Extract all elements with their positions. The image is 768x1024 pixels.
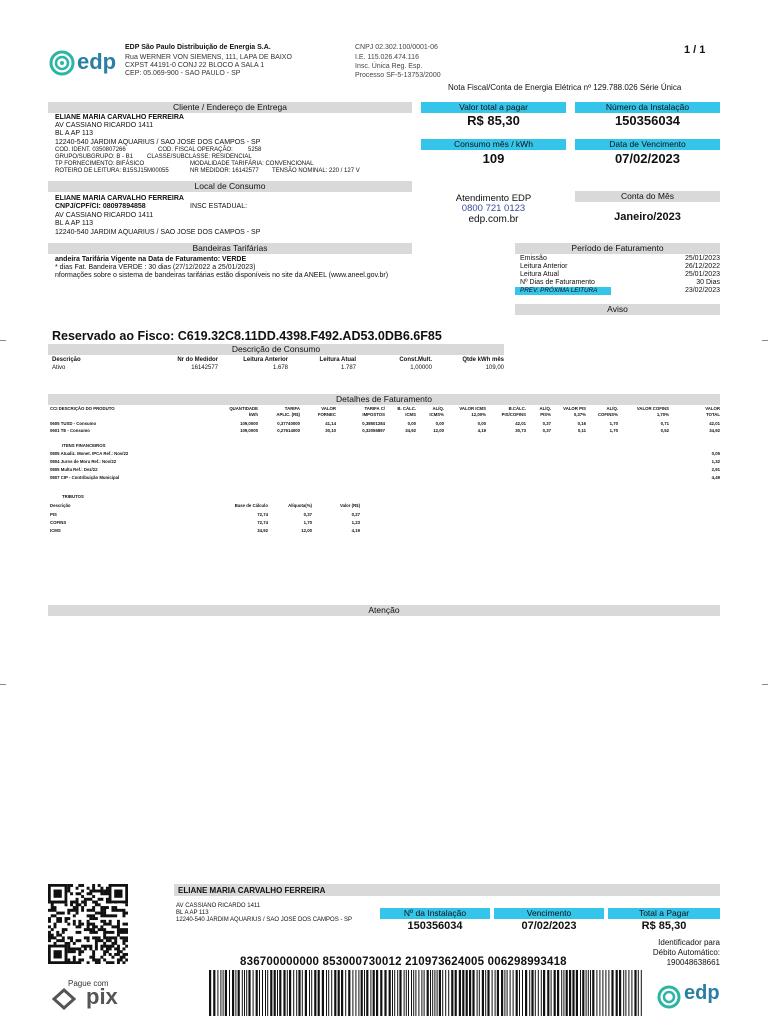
detalhes-cell: 0,16 bbox=[577, 421, 586, 426]
tributo-col: Descrição bbox=[50, 503, 71, 508]
detalhes-col-header: ALÍQ. bbox=[606, 406, 618, 411]
bandeiras-line2: * dias Fat. Bandeira VERDE : 30 dias (27/12/2022 a 25/01/2023) bbox=[55, 264, 256, 271]
cliente-nr-medidor: NR MEDIDOR: 16142577 bbox=[190, 168, 259, 174]
local-line2: BL A AP 113 bbox=[55, 220, 94, 227]
cliente-line2: BL A AP 113 bbox=[55, 130, 94, 137]
local-insc: INSC ESTADUAL: bbox=[190, 203, 248, 210]
periodo-value: 23/02/2023 bbox=[684, 287, 720, 294]
pague-com: Pague com bbox=[68, 979, 109, 988]
periodo-label: Nº Dias de Faturamento bbox=[520, 279, 595, 286]
detalhes-cell: 12,00 bbox=[433, 428, 444, 433]
cliente-line3: 12240-540 JARDIM AQUARIUS / SAO JOSE DOS CAMPOS - SP bbox=[55, 139, 261, 146]
item-financeiro-label: 0804 Juros de Mora Ref.: Nov/22 bbox=[50, 459, 117, 464]
detalhes-col-header: ALÍQ. bbox=[539, 406, 551, 411]
cliente-header: Cliente / Endereço de Entrega bbox=[48, 102, 412, 113]
detalhes-cell: 0605 TUSD - Consumo bbox=[50, 421, 97, 426]
footer-ident3: 190048638661 bbox=[666, 958, 720, 967]
detalhes-cell: 0,38501284 bbox=[362, 421, 385, 426]
detalhes-col-header: IMPOSTOS bbox=[362, 412, 385, 417]
tributo-cell: ICMS bbox=[50, 528, 61, 533]
company-processo: Processo SF-5-13753/2000 bbox=[355, 72, 441, 79]
item-financeiro-label: 0805 Multa Ref.: Dez/22 bbox=[50, 467, 98, 472]
cliente-line1: AV CASSIANO RICARDO 1411 bbox=[55, 122, 154, 129]
tributo-cell: 72,74 bbox=[257, 512, 268, 517]
edp-logo-footer bbox=[656, 984, 726, 1012]
periodo-label: Emissão bbox=[520, 255, 547, 262]
pix-logo bbox=[52, 984, 132, 1012]
local-line3: 12240-540 JARDIM AQUARIUS / SAO JOSE DOS CAMPOS - SP bbox=[55, 229, 261, 236]
detalhes-cell: 109,0000 bbox=[240, 421, 258, 426]
periodo-label: Leitura Atual bbox=[520, 271, 559, 278]
detalhes-col-header: VALOR COFINS bbox=[636, 406, 669, 411]
cliente-tp-fornec: TP FORNECIMENTO: BIFÁSICO bbox=[55, 161, 145, 167]
detalhes-col-header: TARIFA bbox=[284, 406, 300, 411]
detalhes-col-header: 0,37% bbox=[573, 412, 586, 417]
item-financeiro-label: 0805 Atualiz. Monet. IPCA Ref.: Nov/22 bbox=[50, 451, 129, 456]
item-financeiro-value: 2,91 bbox=[711, 467, 720, 472]
desc-consumo-cell: 16142577 bbox=[191, 365, 218, 371]
instalacao-label: Número da Instalação bbox=[575, 102, 720, 113]
detalhes-col-header: VALOR bbox=[705, 406, 720, 411]
tributos-table bbox=[48, 503, 368, 535]
barcode-digits: 836700000000 853000730012 210973624005 006298993418 bbox=[240, 956, 567, 968]
detalhes-cell: 0,37740000 bbox=[277, 421, 300, 426]
tributos-header: TRIBUTOS bbox=[62, 494, 84, 499]
company-name: EDP São Paulo Distribuição de Energia S.A. bbox=[125, 44, 271, 51]
cliente-grupo: GRUPO/SUBGRUPO: B - B1 bbox=[55, 154, 134, 160]
detalhes-cell: 1,70 bbox=[609, 421, 618, 426]
detalhes-cell: 30,73 bbox=[515, 428, 526, 433]
detalhes-cell: 34,92 bbox=[709, 428, 720, 433]
company-insc: Insc. Única Reg. Esp. bbox=[355, 63, 423, 70]
detalhes-cell: 42,01 bbox=[709, 421, 720, 426]
cut-mark bbox=[0, 684, 6, 685]
footer-line1: AV CASSIANO RICARDO 1411 bbox=[176, 903, 261, 909]
detalhes-cell: 0,52 bbox=[660, 428, 669, 433]
conta-mes-value: Janeiro/2023 bbox=[614, 211, 681, 223]
desc-consumo-col: Descrição bbox=[52, 357, 81, 363]
footer-inst-label: Nº da Instalação bbox=[380, 908, 490, 919]
periodo-header: Período de Faturamento bbox=[515, 243, 720, 254]
atendimento-site[interactable]: edp.com.br bbox=[468, 214, 519, 225]
aviso-header: Aviso bbox=[515, 304, 720, 315]
periodo-label: Leitura Anterior bbox=[520, 263, 568, 270]
detalhes-cell: 0,27614000 bbox=[277, 428, 300, 433]
fisco-code: Reservado ao Fisco: C619.32C8.11DD.4398.F492.AD53.0DB6.6F85 bbox=[52, 329, 442, 343]
logo-text: edp bbox=[77, 49, 117, 74]
detalhes-col-header: kWh bbox=[248, 412, 258, 417]
footer-name: ELIANE MARIA CARVALHO FERREIRA bbox=[178, 886, 326, 895]
company-addr1: Rua WERNER VON SIEMENS, 111, LAPA DE BAIXO bbox=[125, 54, 292, 61]
detalhes-cell: 0,00 bbox=[407, 421, 416, 426]
desc-consumo-cell: 1,00000 bbox=[410, 365, 432, 371]
cliente-modalidade: MODALIDADE TARIFÁRIA: CONVENCIONAL bbox=[190, 161, 314, 167]
detalhes-cell: 109,0000 bbox=[240, 428, 258, 433]
company-ie: I.E. 115.026.474.116 bbox=[355, 54, 419, 61]
periodo-value: 25/01/2023 bbox=[684, 271, 720, 278]
detalhes-cell: 0,32056897 bbox=[362, 428, 385, 433]
cliente-cod-fiscal-value: 5258 bbox=[248, 147, 262, 153]
tributo-cell: COFINS bbox=[50, 520, 67, 525]
footer-inst-value: 150356034 bbox=[407, 920, 463, 932]
detalhes-cell: 0,71 bbox=[660, 421, 669, 426]
cliente-roteiro: ROTEIRO DE LEITURA: B15SJ15M00055 bbox=[55, 168, 169, 174]
cliente-cod-fiscal: COD. FISCAL OPERAÇÃO: bbox=[158, 147, 233, 153]
item-financeiro-value: 0,05 bbox=[711, 451, 720, 456]
tributo-cell: 4,19 bbox=[351, 528, 360, 533]
detalhes-col-header: VALOR bbox=[321, 406, 336, 411]
detalhes-header: Detalhes de Faturamento bbox=[48, 394, 720, 405]
cliente-name: ELIANE MARIA CARVALHO FERREIRA bbox=[55, 114, 184, 121]
detalhes-col-header: ICMS bbox=[405, 412, 416, 417]
itens-header: ITENS FINANCEIROS bbox=[62, 443, 106, 448]
consumo-value: 109 bbox=[482, 151, 505, 166]
desc-consumo-table bbox=[48, 356, 508, 376]
detalhes-col-header: FORNEC bbox=[317, 412, 336, 417]
tributo-col: Valor (R$) bbox=[339, 503, 360, 508]
footer-venc-value: 07/02/2023 bbox=[521, 920, 577, 932]
tributo-cell: 1,23 bbox=[351, 520, 360, 525]
footer-total-label: Total a Pagar bbox=[608, 908, 720, 919]
detalhes-cell: 1,70 bbox=[609, 428, 618, 433]
detalhes-cell: 0,37 bbox=[542, 421, 551, 426]
barcode bbox=[209, 970, 644, 1016]
detalhes-cell: 0,11 bbox=[577, 428, 586, 433]
detalhes-cell: 0,00 bbox=[477, 421, 486, 426]
local-name: ELIANE MARIA CARVALHO FERREIRA bbox=[55, 195, 184, 202]
detalhes-col-header: PIS/COFINS bbox=[501, 412, 526, 417]
desc-consumo-col: Const.Mult. bbox=[399, 357, 432, 363]
detalhes-col-header: APLIC. (R$) bbox=[276, 412, 300, 417]
local-line1: AV CASSIANO RICARDO 1411 bbox=[55, 212, 154, 219]
detalhes-cell: 4,19 bbox=[477, 428, 486, 433]
tributo-cell: 1,70 bbox=[303, 520, 312, 525]
desc-consumo-col: Leitura Anterior bbox=[243, 357, 288, 363]
cut-mark bbox=[762, 684, 768, 685]
cut-mark bbox=[0, 340, 6, 341]
instalacao-value: 150356034 bbox=[614, 113, 681, 128]
detalhes-col-header: CCI DESCRIÇÃO DO PRODUTO bbox=[50, 406, 115, 411]
detalhes-col-header: B.CÁLC. bbox=[508, 406, 526, 411]
detalhes-cell: 0,37 bbox=[542, 428, 551, 433]
local-cnpj: CNPJ/CPF/CI: 08097894858 bbox=[55, 203, 146, 210]
periodo-value: 30 Dias bbox=[696, 279, 720, 286]
item-financeiro-label: 0807 CIP - Contribuição Municipal bbox=[50, 475, 120, 480]
periodo-label: PREV. PRÓXIMA LEITURA bbox=[520, 287, 598, 294]
footer-line3: 12240-540 JARDIM AQUARIUS / SAO JOSE DOS CAMPOS - SP bbox=[176, 917, 353, 923]
tributo-col: Base de Cálculo bbox=[234, 503, 268, 508]
logo-text-footer: edp bbox=[684, 982, 720, 1004]
cliente-classe: CLASSE/SUBCLASSE: RESIDENCIAL bbox=[147, 154, 252, 160]
detalhes-col-header: ICMS% bbox=[429, 412, 444, 417]
qr-code[interactable] bbox=[48, 884, 128, 964]
footer-ident1: Identificador para bbox=[658, 938, 720, 947]
desc-consumo-header: Descrição de Consumo bbox=[48, 344, 504, 355]
company-addr3: CEP: 05.069-900 - SAO PAULO - SP bbox=[125, 70, 241, 77]
consumo-label: Consumo mês / kWh bbox=[421, 139, 566, 150]
detalhes-cell: 0,00 bbox=[435, 421, 444, 426]
vencimento-label: Data de Vencimento bbox=[575, 139, 720, 150]
atendimento-phone[interactable]: 0800 721 0123 bbox=[461, 203, 526, 214]
detalhes-cell: 34,92 bbox=[405, 428, 416, 433]
tributo-cell: 12,00 bbox=[301, 528, 312, 533]
bandeiras-header: Bandeiras Tarifárias bbox=[48, 243, 412, 254]
valor-total-label: Valor total a pagar bbox=[421, 102, 566, 113]
detalhes-col-header: 12,00% bbox=[471, 412, 486, 417]
periodo-value: 26/12/2022 bbox=[684, 263, 720, 270]
tributo-cell: PIS bbox=[50, 512, 57, 517]
detalhes-col-header: COFINS% bbox=[597, 412, 618, 417]
periodo-value: 25/01/2023 bbox=[684, 255, 720, 262]
detalhes-table bbox=[48, 406, 720, 436]
footer-venc-label: Vencimento bbox=[494, 908, 604, 919]
detalhes-col-header: TOTAL bbox=[706, 412, 720, 417]
tributo-cell: 34,92 bbox=[257, 528, 268, 533]
item-financeiro-value: 4,49 bbox=[711, 475, 720, 480]
nota-title: Nota Fiscal/Conta de Energia Elétrica nº 129.788.026 Série Única bbox=[448, 83, 682, 92]
desc-consumo-cell: 109,00 bbox=[485, 365, 504, 371]
detalhes-col-header: PIS% bbox=[540, 412, 551, 417]
itens-financeiros bbox=[48, 451, 720, 483]
detalhes-col-header: 1,70% bbox=[656, 412, 669, 417]
desc-consumo-cell: Ativo bbox=[52, 365, 66, 371]
page-number: 1 / 1 bbox=[684, 44, 706, 56]
conta-mes-label: Conta do Mês bbox=[575, 191, 720, 202]
footer-total-value: R$ 85,30 bbox=[641, 920, 687, 932]
desc-consumo-cell: 1.787 bbox=[340, 365, 356, 371]
detalhes-cell: 30,10 bbox=[325, 428, 336, 433]
pix-text: pix bbox=[86, 984, 118, 1009]
bandeiras-line1: andeira Tarifária Vigente na Data de Faturamento: VERDE bbox=[55, 256, 247, 263]
tributo-col: Alíquota(%) bbox=[288, 503, 312, 508]
vencimento-value: 07/02/2023 bbox=[614, 151, 681, 166]
desc-consumo-cell: 1.678 bbox=[272, 365, 288, 371]
footer-ident2: Débito Automático: bbox=[652, 948, 720, 957]
tributo-cell: 0,27 bbox=[351, 512, 360, 517]
cut-mark bbox=[762, 340, 768, 341]
detalhes-col-header: VALOR ICMS bbox=[459, 406, 486, 411]
company-addr2: CXPST 44191-0 CONJ 22 BLOCO A SALA 1 bbox=[125, 62, 265, 69]
desc-consumo-col: Leitura Atual bbox=[319, 357, 356, 363]
atendimento-title: Atendimento EDP bbox=[455, 193, 532, 204]
detalhes-cell: 41,14 bbox=[325, 421, 336, 426]
bandeiras-line3: nformações sobre o sistema de bandeiras tarifárias estão disponíveis no site da ANEEL (www.aneel.gov.br) bbox=[55, 272, 389, 279]
footer-line2: BL A AP 113 bbox=[176, 910, 209, 916]
detalhes-col-header: TARIFA C/ bbox=[364, 406, 385, 411]
cliente-cod-ident: COD. IDENT. 0350807266 bbox=[55, 147, 126, 153]
valor-total-value: R$ 85,30 bbox=[467, 113, 520, 128]
company-cnpj: CNPJ 02.302.100/0001-06 bbox=[355, 44, 438, 51]
tributo-cell: 72,74 bbox=[257, 520, 268, 525]
atencao-header: Atenção bbox=[48, 605, 720, 616]
desc-consumo-col: Nr do Medidor bbox=[177, 357, 218, 363]
edp-logo bbox=[48, 48, 118, 78]
detalhes-col-header: QUANTIDADE bbox=[229, 406, 258, 411]
item-financeiro-value: 1,32 bbox=[711, 459, 720, 464]
detalhes-cell: 42,01 bbox=[515, 421, 526, 426]
detalhes-col-header: ALÍQ. bbox=[432, 406, 444, 411]
desc-consumo-col: Qtde kWh mês bbox=[462, 357, 504, 363]
detalhes-col-header: B. CÁLC. bbox=[397, 406, 416, 411]
detalhes-col-header: VALOR PIS bbox=[563, 406, 586, 411]
local-header: Local de Consumo bbox=[48, 181, 412, 192]
periodo-table bbox=[515, 255, 720, 300]
tributo-cell: 0,37 bbox=[303, 512, 312, 517]
cliente-tensao: TENSÃO NOMINAL: 220 / 127 V bbox=[272, 168, 360, 174]
detalhes-cell: 0601 TE - Consumo bbox=[50, 428, 90, 433]
